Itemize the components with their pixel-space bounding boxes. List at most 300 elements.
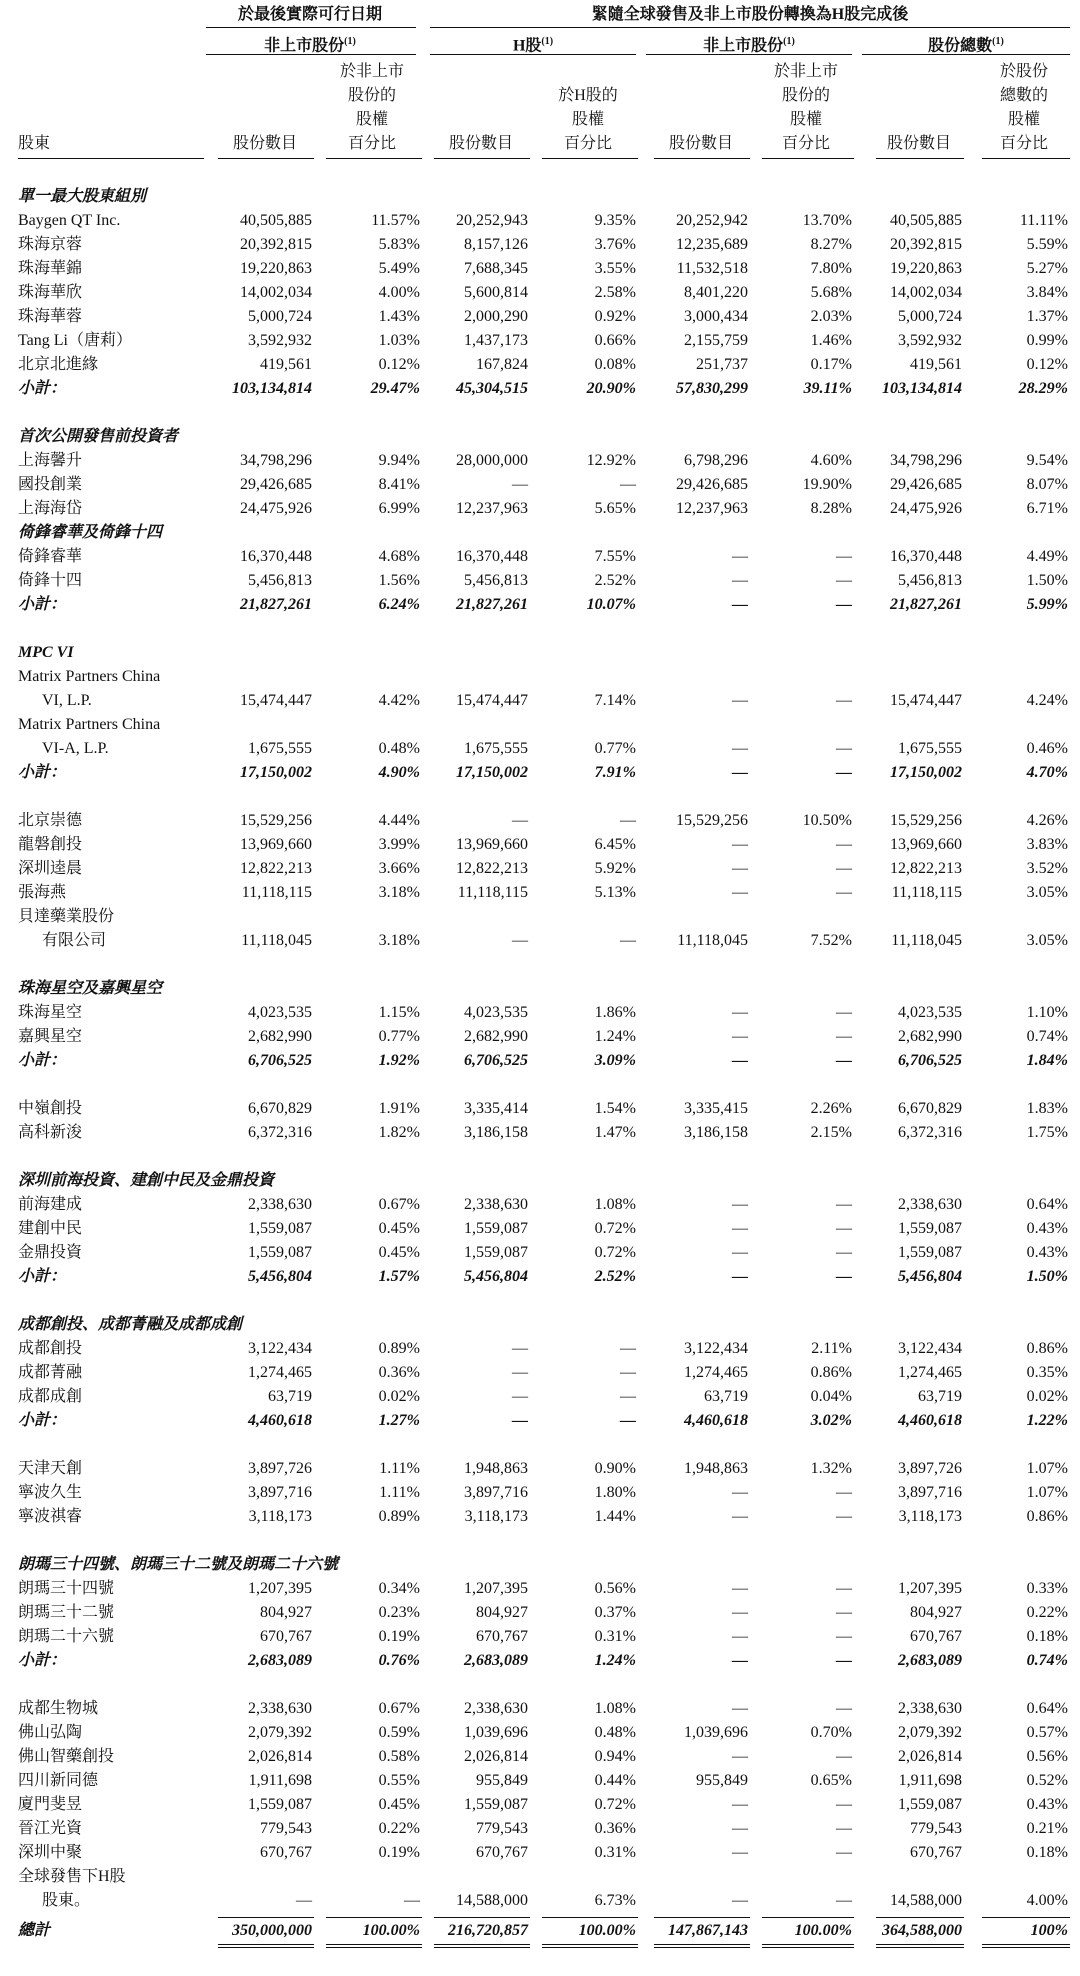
table-cell: 1.82%	[378, 1124, 420, 1141]
table-cell: 40,505,885	[890, 212, 962, 229]
table-cell: 0.56%	[594, 1580, 636, 1597]
table-cell: 17,150,002	[240, 764, 312, 781]
empty-cell-dash: —	[836, 1700, 852, 1717]
table-cell: 4,460,618	[684, 1412, 748, 1429]
empty-cell-dash: —	[836, 860, 852, 877]
table-cell: 0.43%	[1026, 1244, 1068, 1261]
table-cell: 14,588,000	[890, 1892, 962, 1909]
table-cell: 4.42%	[378, 692, 420, 709]
table-cell: 1,559,087	[248, 1796, 312, 1813]
column-header-underline	[654, 158, 750, 159]
shareholder-name: 張海燕	[18, 884, 67, 901]
table-cell: 0.35%	[1026, 1364, 1068, 1381]
table-cell: 10.07%	[586, 596, 636, 613]
section-heading: 深圳前海投資、建創中民及金鼎投資	[18, 1172, 275, 1189]
table-cell: 1.57%	[378, 1268, 420, 1285]
table-cell: 5.13%	[594, 884, 636, 901]
empty-cell-dash: —	[732, 740, 748, 757]
shareholder-name: 寧波祺睿	[18, 1508, 83, 1525]
table-cell: 3,186,158	[684, 1124, 748, 1141]
table-cell: 419,561	[260, 356, 312, 373]
table-cell: 1.15%	[378, 1004, 420, 1021]
table-cell: 12.92%	[586, 452, 636, 469]
table-cell: 6.73%	[594, 1892, 636, 1909]
table-cell: 0.57%	[1026, 1724, 1068, 1741]
table-cell: 2,338,630	[898, 1196, 962, 1213]
table-cell: 0.72%	[594, 1220, 636, 1237]
table-cell: 2,338,630	[898, 1700, 962, 1717]
empty-cell-dash: —	[732, 1700, 748, 1717]
table-cell: 419,561	[910, 356, 962, 373]
column-header-underline	[326, 158, 422, 159]
subtotal-label: 小計：	[18, 596, 67, 613]
empty-cell-dash: —	[732, 1844, 748, 1861]
header-rule	[430, 54, 636, 55]
total-bottom-rule-1	[326, 1944, 422, 1945]
table-cell: 28.29%	[1018, 380, 1068, 397]
total-bottom-rule-2	[542, 1947, 638, 1948]
table-cell: 29,426,685	[240, 476, 312, 493]
table-cell: 2,683,089	[248, 1652, 312, 1669]
table-cell: 1,559,087	[898, 1220, 962, 1237]
table-cell: 1,274,465	[684, 1364, 748, 1381]
table-cell: 6,372,316	[248, 1124, 312, 1141]
table-cell: 8.27%	[810, 236, 852, 253]
table-cell: 0.46%	[1026, 740, 1068, 757]
table-cell: 3,897,716	[898, 1484, 962, 1501]
table-cell: 0.90%	[594, 1460, 636, 1477]
table-cell: 0.77%	[594, 740, 636, 757]
total-bottom-rule-2	[876, 1947, 964, 1948]
table-cell: 1.43%	[378, 308, 420, 325]
total-bottom-rule-2	[434, 1947, 530, 1948]
column-header-shares-count: 股份數目	[232, 135, 297, 152]
shareholder-name: 珠海京蓉	[18, 236, 83, 253]
table-cell: 3,118,173	[898, 1508, 962, 1525]
table-cell: 13,969,660	[890, 836, 962, 853]
empty-cell-dash: —	[620, 1388, 636, 1405]
table-cell: 0.31%	[594, 1844, 636, 1861]
total-bottom-rule-1	[218, 1944, 314, 1945]
table-cell: 0.89%	[378, 1340, 420, 1357]
shareholder-name: 貝達藥業股份	[18, 908, 115, 925]
total-bottom-rule-1	[762, 1944, 854, 1945]
table-cell: 11,532,518	[676, 260, 748, 277]
table-cell: 4,023,535	[248, 1004, 312, 1021]
shareholder-name: 朗瑪三十四號	[18, 1580, 115, 1597]
column-header-percentage-line: 百分比	[781, 135, 830, 152]
table-cell: 20,392,815	[240, 236, 312, 253]
table-cell: 5.65%	[594, 500, 636, 517]
empty-cell-dash: —	[732, 1820, 748, 1837]
empty-cell-dash: —	[836, 1604, 852, 1621]
empty-cell-dash: —	[732, 1604, 748, 1621]
table-cell: 804,927	[910, 1604, 962, 1621]
column-header-percentage-line: 於H股的	[558, 87, 618, 104]
table-cell: 779,543	[910, 1820, 962, 1837]
empty-cell-dash: —	[732, 1196, 748, 1213]
column-header-percentage-line: 於股份	[999, 63, 1048, 80]
table-cell: 12,822,213	[456, 860, 528, 877]
table-cell: 5.27%	[1026, 260, 1068, 277]
shareholder-name: 中嶺創投	[18, 1100, 83, 1117]
total-top-rule	[326, 1917, 422, 1918]
empty-cell-dash: —	[404, 1892, 420, 1909]
table-cell: 0.94%	[594, 1748, 636, 1765]
header-rule	[646, 54, 852, 55]
table-cell: 9.94%	[378, 452, 420, 469]
table-cell: 0.23%	[378, 1604, 420, 1621]
empty-cell-dash: —	[836, 1004, 852, 1021]
table-cell: 3.84%	[1026, 284, 1068, 301]
table-cell: 670,767	[260, 1628, 312, 1645]
subheader-unlisted-shares: 非上市股份$^{(1)}$	[264, 36, 356, 55]
empty-cell-dash: —	[732, 1628, 748, 1645]
column-header-percentage-line: 股權	[1007, 111, 1040, 128]
table-cell: 5.99%	[1026, 596, 1068, 613]
table-cell: 1.24%	[594, 1028, 636, 1045]
section-heading: 珠海星空及嘉興星空	[18, 980, 163, 997]
table-cell: 0.89%	[378, 1508, 420, 1525]
table-cell: 670,767	[910, 1844, 962, 1861]
total-top-rule	[982, 1917, 1070, 1918]
total-bottom-rule-1	[654, 1944, 750, 1945]
shareholder-name: 股東。	[42, 1892, 91, 1909]
table-cell: 16,370,448	[890, 548, 962, 565]
shareholder-name: VI-A, L.P.	[42, 740, 109, 757]
table-cell: 0.18%	[1026, 1844, 1068, 1861]
table-cell: 4,460,618	[898, 1412, 962, 1429]
empty-cell-dash: —	[836, 1652, 852, 1669]
table-cell: 12,237,963	[456, 500, 528, 517]
table-cell: 1,559,087	[464, 1244, 528, 1261]
table-cell: 12,822,213	[240, 860, 312, 877]
table-cell: 3,897,726	[898, 1460, 962, 1477]
shareholder-name: 天津天創	[18, 1460, 83, 1477]
table-cell: 2,338,630	[248, 1196, 312, 1213]
shareholder-name: 佛山智藥創投	[18, 1748, 115, 1765]
shareholder-name: 龍磐創投	[18, 836, 83, 853]
total-bottom-rule-1	[876, 1944, 964, 1945]
table-cell: 40,505,885	[240, 212, 312, 229]
table-cell: 7.14%	[594, 692, 636, 709]
shareholder-name: 寧波久生	[18, 1484, 83, 1501]
table-cell: 0.43%	[1026, 1220, 1068, 1237]
table-cell: 5.92%	[594, 860, 636, 877]
table-cell: 5,000,724	[248, 308, 312, 325]
empty-cell-dash: —	[512, 1340, 528, 1357]
shareholder-name: 廈門斐昱	[18, 1796, 83, 1813]
subtotal-label: 小計：	[18, 764, 67, 781]
empty-cell-dash: —	[836, 1052, 852, 1069]
table-cell: 100.00%	[362, 1922, 420, 1939]
table-cell: 13,969,660	[456, 836, 528, 853]
total-bottom-rule-1	[542, 1944, 638, 1945]
table-cell: 3,122,434	[248, 1340, 312, 1357]
shareholder-name: 成都創投	[18, 1340, 83, 1357]
table-cell: 2,338,630	[464, 1700, 528, 1717]
table-cell: 5.83%	[378, 236, 420, 253]
table-cell: 1.54%	[594, 1100, 636, 1117]
table-cell: 0.45%	[378, 1220, 420, 1237]
table-cell: 1.80%	[594, 1484, 636, 1501]
table-cell: 0.45%	[378, 1796, 420, 1813]
column-header-percentage-line: 總數的	[999, 87, 1048, 104]
table-cell: 3,000,434	[684, 308, 748, 325]
shareholder-name: 前海建成	[18, 1196, 83, 1213]
table-cell: 19,220,863	[890, 260, 962, 277]
empty-cell-dash: —	[620, 812, 636, 829]
table-cell: 29,426,685	[890, 476, 962, 493]
table-cell: 8.07%	[1026, 476, 1068, 493]
empty-cell-dash: —	[620, 1364, 636, 1381]
table-cell: 0.52%	[1026, 1772, 1068, 1789]
table-cell: 100.00%	[794, 1922, 852, 1939]
empty-cell-dash: —	[836, 1820, 852, 1837]
table-cell: 670,767	[476, 1628, 528, 1645]
table-cell: 3.55%	[594, 260, 636, 277]
empty-cell-dash: —	[296, 1892, 312, 1909]
table-cell: 57,830,299	[676, 380, 748, 397]
table-cell: 3.66%	[378, 860, 420, 877]
table-cell: 14,002,034	[240, 284, 312, 301]
table-cell: 7,688,345	[464, 260, 528, 277]
subtotal-label: 小計：	[18, 1052, 67, 1069]
table-cell: 15,529,256	[890, 812, 962, 829]
table-cell: 1,559,087	[464, 1796, 528, 1813]
table-cell: 0.21%	[1026, 1820, 1068, 1837]
table-cell: 1.27%	[378, 1412, 420, 1429]
empty-cell-dash: —	[732, 1796, 748, 1813]
total-bottom-rule-1	[434, 1944, 530, 1945]
empty-cell-dash: —	[836, 836, 852, 853]
table-cell: 0.86%	[1026, 1340, 1068, 1357]
group-header-after-offering: 緊隨全球發售及非上市股份轉換為H股完成後	[591, 6, 909, 23]
empty-cell-dash: —	[732, 1508, 748, 1525]
table-cell: 20.90%	[586, 380, 636, 397]
table-cell: 9.54%	[1026, 452, 1068, 469]
shareholder-name: Matrix Partners China	[18, 716, 161, 733]
table-cell: 2,026,814	[464, 1748, 528, 1765]
column-header-shareholder: 股東	[18, 135, 51, 152]
total-bottom-rule-1	[982, 1944, 1070, 1945]
table-cell: 6,670,829	[898, 1100, 962, 1117]
table-cell: 11,118,115	[891, 884, 962, 901]
table-cell: 1.46%	[810, 332, 852, 349]
table-cell: 100%	[1030, 1922, 1068, 1939]
table-cell: 15,529,256	[240, 812, 312, 829]
table-cell: 0.19%	[378, 1628, 420, 1645]
table-cell: 5,456,804	[248, 1268, 312, 1285]
table-cell: 0.19%	[378, 1844, 420, 1861]
table-cell: 0.86%	[810, 1364, 852, 1381]
empty-cell-dash: —	[620, 932, 636, 949]
table-cell: 3,897,716	[248, 1484, 312, 1501]
table-cell: 0.31%	[594, 1628, 636, 1645]
table-cell: 1.50%	[1026, 1268, 1068, 1285]
table-cell: 3,118,173	[248, 1508, 312, 1525]
shareholder-name: 珠海華錦	[18, 260, 83, 277]
table-cell: 1.03%	[378, 332, 420, 349]
table-cell: 103,134,814	[882, 380, 962, 397]
empty-cell-dash: —	[732, 884, 748, 901]
table-cell: 2.03%	[810, 308, 852, 325]
header-rule	[430, 27, 1070, 28]
table-cell: 3,335,415	[684, 1100, 748, 1117]
shareholder-name: VI, L.P.	[42, 692, 92, 709]
empty-cell-dash: —	[836, 1244, 852, 1261]
empty-cell-dash: —	[836, 548, 852, 565]
shareholder-name: 上海馨升	[18, 452, 83, 469]
column-header-underline	[982, 158, 1070, 159]
table-cell: 1.83%	[1026, 1100, 1068, 1117]
shareholder-name: 珠海華欣	[18, 284, 83, 301]
table-cell: 15,474,447	[890, 692, 962, 709]
total-top-rule	[542, 1917, 638, 1918]
table-cell: 5.59%	[1026, 236, 1068, 253]
table-cell: 24,475,926	[240, 500, 312, 517]
shareholder-name: 有限公司	[42, 932, 107, 949]
empty-cell-dash: —	[732, 596, 748, 613]
empty-cell-dash: —	[836, 1796, 852, 1813]
table-cell: 39.11%	[803, 380, 852, 397]
shareholder-name: 深圳中聚	[18, 1844, 83, 1861]
table-cell: 12,822,213	[890, 860, 962, 877]
table-cell: 0.12%	[1026, 356, 1068, 373]
table-cell: 1,948,863	[684, 1460, 748, 1477]
table-cell: 5,456,813	[248, 572, 312, 589]
table-cell: 11,118,045	[891, 932, 962, 949]
empty-cell-dash: —	[512, 476, 528, 493]
table-cell: 63,719	[918, 1388, 962, 1405]
empty-cell-dash: —	[836, 692, 852, 709]
table-cell: 3.18%	[378, 884, 420, 901]
total-bottom-rule-2	[654, 1947, 750, 1948]
table-cell: 0.70%	[810, 1724, 852, 1741]
table-cell: 1,675,555	[898, 740, 962, 757]
table-cell: 0.04%	[810, 1388, 852, 1405]
column-header-percentage-line: 股權	[789, 111, 822, 128]
table-cell: 7.80%	[810, 260, 852, 277]
table-cell: 0.72%	[594, 1796, 636, 1813]
table-cell: 1,559,087	[898, 1244, 962, 1261]
table-cell: 3.02%	[810, 1412, 852, 1429]
table-cell: 216,720,857	[448, 1922, 528, 1939]
table-cell: 3.83%	[1026, 836, 1068, 853]
table-cell: 1.07%	[1026, 1460, 1068, 1477]
table-cell: 3,897,716	[464, 1484, 528, 1501]
table-cell: 2.58%	[594, 284, 636, 301]
table-cell: 4.60%	[810, 452, 852, 469]
table-cell: 12,235,689	[676, 236, 748, 253]
table-cell: 5.68%	[810, 284, 852, 301]
table-cell: 0.64%	[1026, 1700, 1068, 1717]
table-cell: 29,426,685	[676, 476, 748, 493]
table-cell: 1,437,173	[464, 332, 528, 349]
empty-cell-dash: —	[512, 1364, 528, 1381]
table-cell: 2.11%	[811, 1340, 852, 1357]
table-cell: 364,588,000	[882, 1922, 962, 1939]
table-cell: 5,456,813	[898, 572, 962, 589]
table-cell: 5,456,804	[898, 1268, 962, 1285]
empty-cell-dash: —	[732, 1484, 748, 1501]
shareholder-name: 建創中民	[18, 1220, 83, 1237]
table-cell: 1.92%	[378, 1052, 420, 1069]
table-cell: 15,474,447	[456, 692, 528, 709]
table-cell: 2,682,990	[898, 1028, 962, 1045]
total-top-rule	[218, 1917, 314, 1918]
table-cell: 0.17%	[810, 356, 852, 373]
table-cell: 4.00%	[1026, 1892, 1068, 1909]
table-cell: 1,559,087	[898, 1796, 962, 1813]
empty-cell-dash: —	[732, 1652, 748, 1669]
column-header-percentage-line: 於非上市	[339, 63, 404, 80]
empty-cell-dash: —	[512, 1412, 528, 1429]
empty-cell-dash: —	[836, 1628, 852, 1645]
subtotal-label: 小計：	[18, 380, 67, 397]
column-header-percentage-line: 百分比	[563, 135, 612, 152]
table-cell: 3.09%	[594, 1052, 636, 1069]
column-header-percentage-line: 於非上市	[773, 63, 838, 80]
table-cell: 2,682,990	[248, 1028, 312, 1045]
empty-cell-dash: —	[836, 884, 852, 901]
table-cell: 4.26%	[1026, 812, 1068, 829]
table-cell: 0.65%	[810, 1772, 852, 1789]
empty-cell-dash: —	[732, 860, 748, 877]
table-cell: 0.12%	[378, 356, 420, 373]
section-heading: 單一最大股東組別	[18, 188, 147, 205]
header-rule	[206, 27, 416, 28]
table-cell: 955,849	[696, 1772, 748, 1789]
empty-cell-dash: —	[732, 1892, 748, 1909]
table-cell: 20,252,943	[456, 212, 528, 229]
table-cell: 2.15%	[810, 1124, 852, 1141]
table-cell: 4.68%	[378, 548, 420, 565]
table-cell: 0.37%	[594, 1604, 636, 1621]
table-cell: 4.70%	[1026, 764, 1068, 781]
table-cell: 167,824	[476, 356, 528, 373]
table-cell: 1,911,698	[248, 1772, 312, 1789]
total-bottom-rule-2	[762, 1947, 854, 1948]
column-header-underline	[876, 158, 964, 159]
table-cell: 3,186,158	[464, 1124, 528, 1141]
table-cell: 20,392,815	[890, 236, 962, 253]
table-cell: 1.37%	[1026, 308, 1068, 325]
table-cell: 6.99%	[378, 500, 420, 517]
table-cell: 7.55%	[594, 548, 636, 565]
table-cell: 8,401,220	[684, 284, 748, 301]
table-cell: 3.52%	[1026, 860, 1068, 877]
table-cell: 2,338,630	[464, 1196, 528, 1213]
total-bottom-rule-2	[982, 1947, 1070, 1948]
table-cell: 1,675,555	[248, 740, 312, 757]
table-cell: 45,304,515	[456, 380, 528, 397]
table-cell: 4,023,535	[898, 1004, 962, 1021]
table-cell: 2,079,392	[248, 1724, 312, 1741]
table-cell: 1,559,087	[248, 1244, 312, 1261]
total-bottom-rule-2	[326, 1947, 422, 1948]
table-cell: 3,122,434	[684, 1340, 748, 1357]
table-cell: 1.08%	[594, 1700, 636, 1717]
table-cell: 5,456,804	[464, 1268, 528, 1285]
table-cell: 0.55%	[378, 1772, 420, 1789]
table-cell: 1,911,698	[898, 1772, 962, 1789]
empty-cell-dash: —	[620, 476, 636, 493]
table-cell: 63,719	[268, 1388, 312, 1405]
table-cell: 6,372,316	[898, 1124, 962, 1141]
table-cell: 0.08%	[594, 356, 636, 373]
section-heading: 首次公開發售前投資者	[18, 428, 179, 445]
